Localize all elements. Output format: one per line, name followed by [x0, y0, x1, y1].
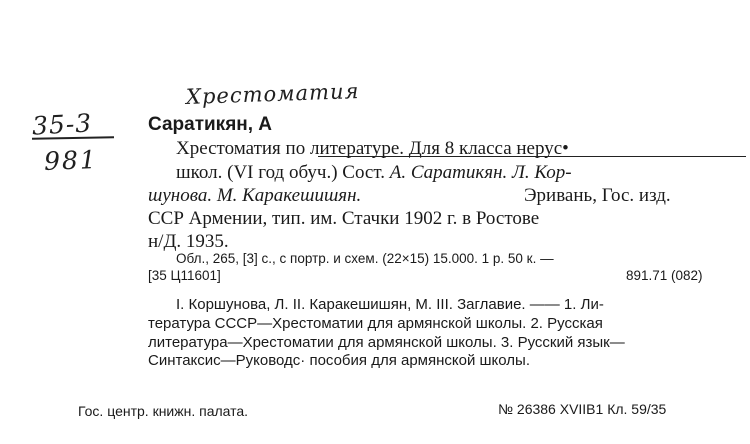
compilers-text: А. Саратикян. Л. Кор- [389, 162, 572, 183]
classification-number: 891.71 (082) [626, 268, 703, 283]
title-line-2 [176, 162, 572, 184]
footer-chamber: Гос. центр. книжн. палата. [78, 403, 249, 419]
annotation-line-1: I. Коршунова, Л. II. Каракешишян, М. III. Заглавие. —— 1. Ли- [176, 296, 604, 313]
publisher-text: Эривань, Гос. изд. [524, 185, 671, 206]
title-line-3 [148, 185, 361, 207]
handwritten-title-note: Хрестоматия [185, 78, 360, 110]
imprint-line-2-left: [35 Ц11601] [148, 268, 221, 283]
imprint-line-1: Обл., 265, [3] с., с портр. и схем. (22×15) 15.000. 1 р. 50 к. — [176, 251, 554, 266]
annotation-line-4: Синтаксис—Руководс· пособия для армянской школы. [148, 352, 530, 369]
title-line-4: ССР Армении, тип. им. Стачки 1902 г. в Ростове [148, 208, 540, 229]
title-line-1: Хрестоматия по литературе. Для 8 класса нерус• [176, 138, 569, 159]
handwritten-shelf-code: 35-3 [31, 108, 93, 141]
title-line-2-text: школ. (VI год обуч.) Сост. [176, 162, 390, 183]
handwritten-call-number: 981 [43, 145, 99, 176]
shelf-code-underline [32, 136, 114, 139]
annotation-line-2: тература СССР—Хрестоматии для армянской школы. 2. Русская [148, 315, 603, 332]
title-line-5: н/Д. 1935. [148, 231, 229, 252]
footer-registration-number: № 26386 XVIIB1 Кл. 59/35 [498, 401, 667, 417]
compilers-continued: шунова. М. Каракешишян. [148, 185, 362, 206]
title-underline [318, 156, 746, 157]
author-heading: Саратикян, А [148, 114, 273, 135]
annotation-line-3: литература—Хрестоматии для армянской школы. 3. Русский язык— [148, 334, 625, 351]
